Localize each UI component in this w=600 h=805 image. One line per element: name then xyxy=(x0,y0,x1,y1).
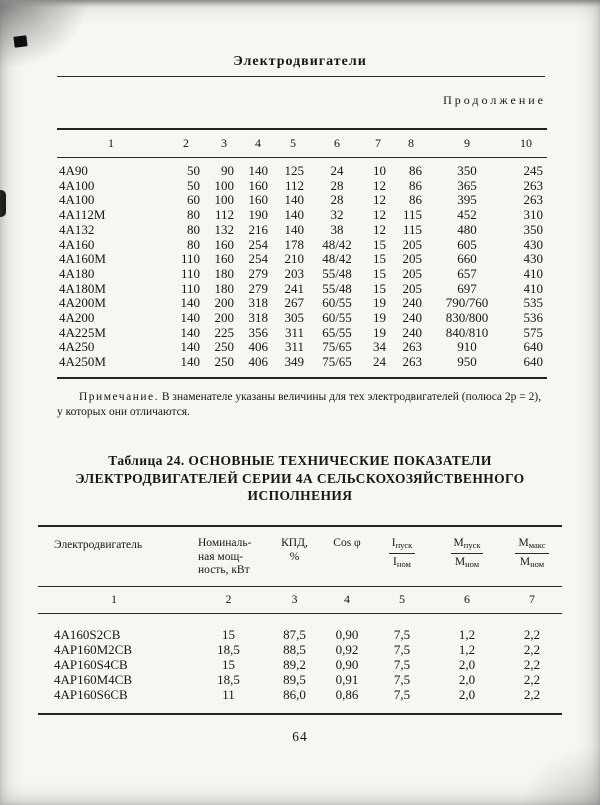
motor-model: 4А200 xyxy=(59,310,95,326)
motor-value: 28 xyxy=(330,192,344,208)
motor-value: 60/55 xyxy=(322,310,352,326)
motor-value: 18,5 xyxy=(217,641,240,657)
motor-value: 140 xyxy=(284,207,304,223)
motor-value: 250 xyxy=(214,354,234,370)
fraction-numerator: $I_{пуск}$ xyxy=(389,537,416,554)
column-number-row xyxy=(38,586,562,613)
motor-value: 640 xyxy=(523,339,543,355)
motor-value: 32 xyxy=(330,207,344,223)
motor-value: 115 xyxy=(402,207,422,223)
motor-value: 250 xyxy=(214,339,234,355)
motor-value: 15 xyxy=(222,656,235,672)
motor-model: 4А100 xyxy=(59,192,95,208)
column-number: 8 xyxy=(393,129,429,158)
motor-value: 2,0 xyxy=(458,656,476,672)
motor-value: 160 xyxy=(214,251,234,267)
motor-value: 11 xyxy=(222,686,235,702)
column-number: 6 xyxy=(432,586,502,613)
table24-header-row xyxy=(38,526,562,586)
column-number-row xyxy=(57,129,547,158)
motor-value: 15 xyxy=(373,265,386,281)
fraction-denominator: $М_{ном}$ xyxy=(454,556,480,569)
fraction-numerator: $М_{пуск}$ xyxy=(451,537,484,554)
motor-value: 90 xyxy=(221,163,234,178)
scan-artifact-spot xyxy=(13,35,27,48)
motor-value: 140 xyxy=(180,324,200,340)
column-number: 5 xyxy=(372,586,432,613)
motor-value: 263 xyxy=(523,192,543,208)
motor-value: 2,2 xyxy=(523,626,541,642)
table-row xyxy=(57,193,547,208)
motor-value: 110 xyxy=(180,265,200,281)
continuation-label: Продолжение xyxy=(443,93,546,107)
motor-value: 452 xyxy=(457,207,477,223)
column-number: 3 xyxy=(207,129,241,158)
table-row xyxy=(57,208,547,223)
motor-value: 240 xyxy=(402,324,422,340)
motor-value: 140 xyxy=(180,354,200,370)
motor-value: 110 xyxy=(180,280,200,296)
table-row xyxy=(57,238,547,253)
footnote-text: В знаменателе указаны величины для тех электродвигателей (полюса 2p = 2), у которых они отличаются. xyxy=(57,391,542,418)
motor-model: 4А225М xyxy=(59,324,106,340)
motor-value: 318 xyxy=(248,295,268,311)
motor-value: 112 xyxy=(284,177,304,193)
motor-value: 318 xyxy=(248,310,268,326)
motor-value: 48/42 xyxy=(322,236,352,252)
motor-value: 790/760 xyxy=(445,295,489,311)
motor-value: 240 xyxy=(402,295,422,311)
col-header-power: Номиналь- ная мощ- ность, кВт xyxy=(190,526,267,586)
page-number: 64 xyxy=(292,729,308,744)
motor-value: 87,5 xyxy=(283,626,306,642)
table-row xyxy=(57,340,547,355)
motor-value: 2,0 xyxy=(458,686,476,702)
motor-value: 80 xyxy=(187,207,200,223)
column-number: 4 xyxy=(322,586,372,613)
motor-value: 48/42 xyxy=(322,251,352,267)
motor-value: 430 xyxy=(523,251,543,267)
motor-value: 205 xyxy=(402,251,422,267)
motor-value: 86 xyxy=(409,163,422,178)
motor-value: 310 xyxy=(523,207,543,223)
table-row xyxy=(57,326,547,341)
motor-value: 349 xyxy=(284,354,304,370)
table-row xyxy=(57,355,547,378)
motor-value: 80 xyxy=(187,236,200,252)
motor-value: 140 xyxy=(180,295,200,311)
motor-value: 200 xyxy=(214,310,234,326)
motor-value: 575 xyxy=(523,324,543,340)
motor-value: 406 xyxy=(248,354,268,370)
column-number: 2 xyxy=(190,586,267,613)
motor-value: 605 xyxy=(457,236,477,252)
motor-model: 4А160 xyxy=(59,236,95,252)
motor-value: 160 xyxy=(248,177,268,193)
motor-value: 254 xyxy=(248,251,268,267)
motor-value: 241 xyxy=(284,280,304,296)
motor-model: 4АР160М2СВ xyxy=(54,641,133,657)
motor-value: 55/48 xyxy=(322,265,352,281)
motor-value: 0,92 xyxy=(335,641,359,657)
motor-value: 178 xyxy=(284,236,304,252)
motor-value: 34 xyxy=(373,339,386,355)
motor-value: 80 xyxy=(187,221,200,237)
motor-value: 132 xyxy=(214,221,234,237)
motor-value: 140 xyxy=(284,221,304,237)
table-row xyxy=(57,267,547,282)
motor-value: 200 xyxy=(214,295,234,311)
motor-value: 55/48 xyxy=(322,280,352,296)
motor-model: 4А180М xyxy=(59,280,106,296)
motor-value: 86 xyxy=(409,177,422,193)
motor-value: 140 xyxy=(248,163,268,178)
motor-value: 350 xyxy=(523,221,543,237)
motor-model: 4АР160S4СВ xyxy=(54,656,128,672)
motor-value: 263 xyxy=(523,177,543,193)
motor-value: 240 xyxy=(402,310,422,326)
motor-value: 15 xyxy=(222,626,235,642)
column-number: 7 xyxy=(363,129,393,158)
motor-value: 430 xyxy=(523,236,543,252)
motor-value: 2,2 xyxy=(523,686,541,702)
motor-value: 100 xyxy=(214,192,234,208)
motor-value: 7,5 xyxy=(393,656,411,672)
motor-dimensions-table xyxy=(57,128,547,379)
table-row xyxy=(57,179,547,194)
motor-value: 536 xyxy=(523,310,543,326)
motor-value: 112 xyxy=(214,207,234,223)
motor-value: 7,5 xyxy=(393,686,411,702)
table-row xyxy=(38,642,562,657)
fraction xyxy=(451,537,484,570)
fraction xyxy=(389,537,416,570)
table24-title-line: ЭЛЕКТРОДВИГАТЕЛЕЙ СЕРИИ 4А СЕЛЬСКОХОЗЯЙСТВЕННОГО xyxy=(75,470,525,486)
motor-value: 840/810 xyxy=(445,324,489,340)
table-row xyxy=(57,252,547,267)
motor-value: 263 xyxy=(402,354,422,370)
motor-value: 89,5 xyxy=(283,671,306,687)
motor-value: 190 xyxy=(248,207,268,223)
table-row xyxy=(38,672,562,687)
table-row xyxy=(57,282,547,297)
col-header-starting-current-ratio xyxy=(372,526,432,586)
motor-value: 830/800 xyxy=(445,310,489,326)
motor-value: 0,91 xyxy=(335,671,359,687)
column-number: 9 xyxy=(429,129,505,158)
fraction-numerator: $М_{макс}$ xyxy=(515,537,548,554)
fraction-denominator: $М_{ном}$ xyxy=(519,556,545,569)
column-number: 7 xyxy=(502,586,562,613)
motor-value: 38 xyxy=(330,221,344,237)
motor-value: 28 xyxy=(330,177,344,193)
motor-value: 160 xyxy=(248,192,268,208)
scan-artifact-edge-mark xyxy=(0,190,6,217)
motor-value: 1,2 xyxy=(458,641,476,657)
motor-value: 410 xyxy=(523,280,543,296)
motor-value: 395 xyxy=(457,192,477,208)
motor-value: 910 xyxy=(457,339,477,355)
table-row xyxy=(38,657,562,672)
table-row xyxy=(38,687,562,714)
motor-value: 24 xyxy=(330,163,344,178)
table24-title-line: Таблица 24. ОСНОВНЫЕ ТЕХНИЧЕСКИЕ ПОКАЗАТЕЛИ xyxy=(108,453,492,468)
header-divider xyxy=(57,76,545,77)
motor-value: 697 xyxy=(457,280,477,296)
motor-value: 10 xyxy=(373,163,386,178)
motor-value: 50 xyxy=(187,163,200,178)
motor-value: 88,5 xyxy=(283,641,306,657)
motor-value: 205 xyxy=(402,265,422,281)
motor-value: 305 xyxy=(284,310,304,326)
motor-value: 12 xyxy=(373,177,386,193)
motor-value: 2,2 xyxy=(523,641,541,657)
motor-value: 140 xyxy=(284,192,304,208)
motor-value: 125 xyxy=(284,163,304,178)
motor-model: 4А132 xyxy=(59,221,95,237)
motor-value: 75/65 xyxy=(322,339,352,355)
table-footnote xyxy=(57,390,547,420)
motor-model: 4А90 xyxy=(59,163,88,178)
motor-model: 4А112М xyxy=(59,207,106,223)
motor-value: 89,2 xyxy=(283,656,306,672)
running-header: Электродвигатели xyxy=(233,54,367,69)
motor-value: 203 xyxy=(284,265,304,281)
motor-value: 180 xyxy=(214,265,234,281)
motor-model: 4А160М xyxy=(59,251,106,267)
motor-value: 216 xyxy=(248,221,268,237)
motor-value: 311 xyxy=(284,324,304,340)
table24-title xyxy=(48,452,552,505)
motor-value: 7,5 xyxy=(393,626,411,642)
motor-model: 4А100 xyxy=(59,177,95,193)
motor-value: 86 xyxy=(409,192,422,208)
footnote-label: Примечание. xyxy=(79,391,159,403)
motor-model: 4АР160S6СВ xyxy=(54,686,128,702)
scan-edge-top xyxy=(0,0,600,7)
motor-value: 1,2 xyxy=(458,626,476,642)
motor-value: 657 xyxy=(457,265,477,281)
column-number: 3 xyxy=(267,586,322,613)
motor-value: 75/65 xyxy=(322,354,352,370)
motor-model: 4А180 xyxy=(59,265,95,281)
motor-value: 267 xyxy=(284,295,304,311)
motor-value: 19 xyxy=(373,310,386,326)
table24-title-line: ИСПОЛНЕНИЯ xyxy=(247,488,353,503)
motor-value: 12 xyxy=(373,192,386,208)
motor-value: 350 xyxy=(457,163,477,178)
motor-model: 4АР160М4СВ xyxy=(54,671,133,687)
motor-value: 480 xyxy=(457,221,477,237)
motor-value: 279 xyxy=(248,265,268,281)
motor-value: 180 xyxy=(214,280,234,296)
motor-value: 0,86 xyxy=(335,686,359,702)
motor-value: 12 xyxy=(373,221,386,237)
motor-value: 311 xyxy=(284,339,304,355)
column-number: 1 xyxy=(38,586,190,613)
motor-value: 2,0 xyxy=(458,671,476,687)
motor-value: 100 xyxy=(214,177,234,193)
col-header-motor: Электродвигатель xyxy=(38,526,190,586)
table-row xyxy=(57,158,547,179)
motor-value: 15 xyxy=(373,251,386,267)
table-row xyxy=(57,311,547,326)
motor-value: 19 xyxy=(373,295,386,311)
col-header-efficiency: КПД, % xyxy=(267,526,322,586)
column-number: 1 xyxy=(57,129,165,158)
motor-value: 140 xyxy=(180,310,200,326)
column-number: 5 xyxy=(275,129,311,158)
motor-value: 15 xyxy=(373,236,386,252)
motor-value: 535 xyxy=(523,295,543,311)
motor-value: 245 xyxy=(523,163,543,178)
motor-value: 2,2 xyxy=(523,656,541,672)
motor-value: 2,2 xyxy=(523,671,541,687)
motor-value: 640 xyxy=(523,354,543,370)
motor-value: 279 xyxy=(248,280,268,296)
fraction-denominator: $I_{ном}$ xyxy=(393,556,411,569)
motor-model: 4А250 xyxy=(59,339,95,355)
col-header-max-torque-ratio xyxy=(502,526,562,586)
motor-value: 12 xyxy=(373,207,386,223)
motor-model: 4А160S2СВ xyxy=(54,626,121,642)
motor-value: 263 xyxy=(402,339,422,355)
motor-value: 65/55 xyxy=(322,324,352,340)
column-number: 4 xyxy=(241,129,275,158)
motor-value: 7,5 xyxy=(393,641,411,657)
motor-value: 140 xyxy=(180,339,200,355)
table-row xyxy=(57,296,547,311)
motor-value: 365 xyxy=(457,177,477,193)
motor-value: 160 xyxy=(214,236,234,252)
motor-value: 19 xyxy=(373,324,386,340)
motor-value: 0,90 xyxy=(335,656,359,672)
motor-value: 660 xyxy=(457,251,477,267)
motor-value: 15 xyxy=(373,280,386,296)
motor-value: 86,0 xyxy=(283,686,306,702)
motor-value: 210 xyxy=(284,251,304,267)
motor-value: 24 xyxy=(373,354,386,370)
motor-value: 0,90 xyxy=(335,626,359,642)
motor-model: 4А250М xyxy=(59,354,106,370)
table-row xyxy=(57,223,547,238)
column-number: 2 xyxy=(165,129,207,158)
motor-value: 410 xyxy=(523,265,543,281)
table-row xyxy=(38,613,562,642)
scan-shadow-bottom-right xyxy=(520,745,600,805)
motor-model: 4А200М xyxy=(59,295,106,311)
col-header-starting-torque-ratio xyxy=(432,526,502,586)
motor-value: 205 xyxy=(402,236,422,252)
motor-value: 225 xyxy=(214,324,234,340)
motor-value: 254 xyxy=(248,236,268,252)
motor-value: 950 xyxy=(457,354,477,370)
column-number: 6 xyxy=(311,129,363,158)
motor-value: 18,5 xyxy=(217,671,240,687)
motor-value: 356 xyxy=(248,324,268,340)
column-number: 10 xyxy=(505,129,547,158)
table24 xyxy=(38,525,562,715)
col-header-cos-phi: Cos φ xyxy=(322,526,372,586)
motor-value: 60/55 xyxy=(322,295,352,311)
motor-value: 110 xyxy=(180,251,200,267)
motor-value: 115 xyxy=(402,221,422,237)
fraction xyxy=(515,537,548,570)
motor-value: 406 xyxy=(248,339,268,355)
motor-value: 7,5 xyxy=(393,671,411,687)
motor-value: 50 xyxy=(187,177,200,193)
motor-value: 60 xyxy=(187,192,200,208)
motor-value: 205 xyxy=(402,280,422,296)
